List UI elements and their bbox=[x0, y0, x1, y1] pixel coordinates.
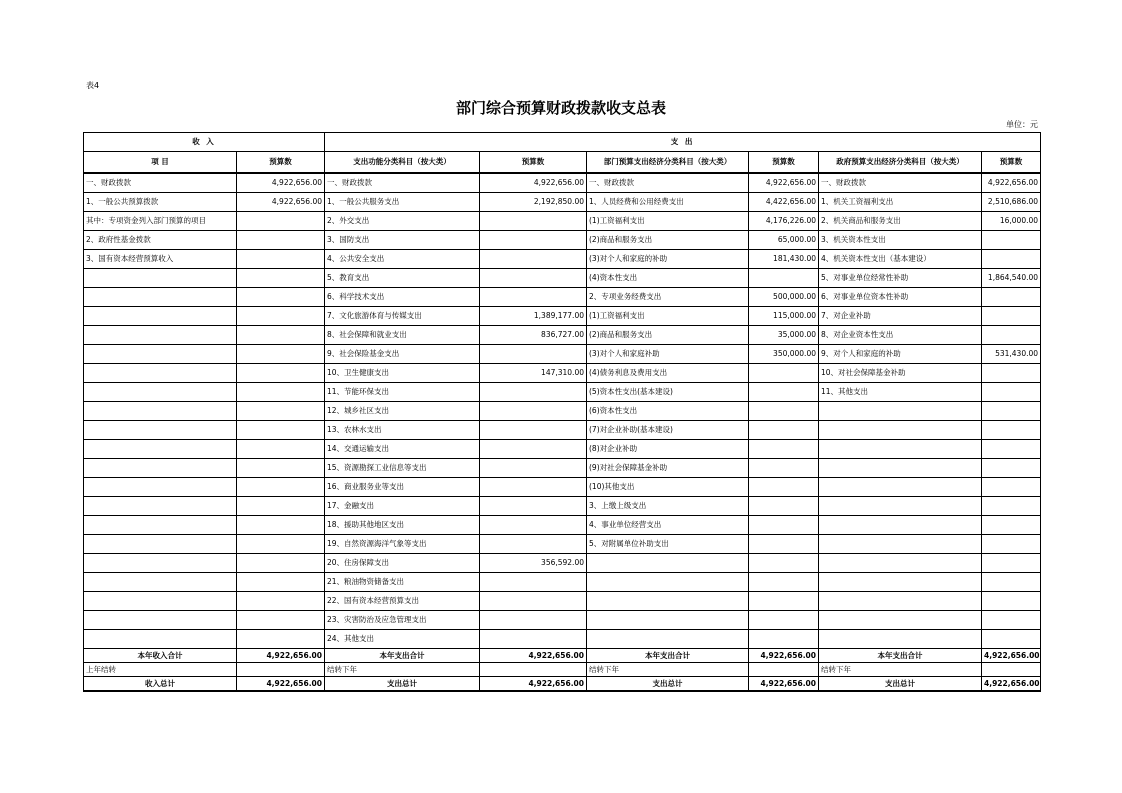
table-row bbox=[84, 677, 1041, 692]
table-cell bbox=[982, 307, 1041, 326]
table-cell: 4,922,656.00 bbox=[749, 173, 819, 193]
table-cell bbox=[982, 326, 1041, 345]
col-header-gov-economic: 政府预算支出经济分类科目（按大类） bbox=[819, 152, 982, 174]
table-cell bbox=[982, 459, 1041, 478]
table-cell bbox=[237, 478, 325, 497]
table-cell bbox=[587, 573, 749, 592]
table-cell bbox=[480, 516, 587, 535]
table-cell: 3、机关资本性支出 bbox=[819, 231, 982, 250]
table-row bbox=[84, 231, 1041, 250]
table-cell: 11、节能环保支出 bbox=[325, 383, 480, 402]
table-cell: (10)其他支出 bbox=[587, 478, 749, 497]
table-row bbox=[84, 573, 1041, 592]
table-cell bbox=[819, 402, 982, 421]
table-cell bbox=[749, 516, 819, 535]
table-cell: 8、对企业资本性支出 bbox=[819, 326, 982, 345]
table-code: 表4 bbox=[86, 81, 100, 90]
table-cell bbox=[480, 611, 587, 630]
table-cell bbox=[982, 478, 1041, 497]
table-row bbox=[84, 478, 1041, 497]
table-cell bbox=[480, 421, 587, 440]
table-cell bbox=[819, 535, 982, 554]
income-header: 收 入 bbox=[84, 133, 325, 152]
table-cell: 4,922,656.00 bbox=[237, 173, 325, 193]
table-cell bbox=[587, 611, 749, 630]
budget-table bbox=[83, 132, 1041, 692]
table-cell bbox=[749, 440, 819, 459]
table-row bbox=[84, 459, 1041, 478]
table-cell: 11、其他支出 bbox=[819, 383, 982, 402]
table-cell: 2、政府性基金拨款 bbox=[84, 231, 237, 250]
table-cell bbox=[84, 630, 237, 649]
table-cell: 836,727.00 bbox=[480, 326, 587, 345]
table-cell bbox=[480, 288, 587, 307]
table-cell: 4,176,226.00 bbox=[749, 212, 819, 231]
table-cell: 7、对企业补助 bbox=[819, 307, 982, 326]
table-cell bbox=[982, 421, 1041, 440]
table-cell bbox=[749, 573, 819, 592]
table-cell bbox=[749, 459, 819, 478]
col-header-budget: 预算数 bbox=[982, 152, 1041, 174]
table-cell: 4、机关资本性支出（基本建设） bbox=[819, 250, 982, 269]
table-cell bbox=[84, 326, 237, 345]
table-cell: 2、外交支出 bbox=[325, 212, 480, 231]
table-row bbox=[84, 269, 1041, 288]
table-cell bbox=[749, 269, 819, 288]
table-cell bbox=[84, 573, 237, 592]
table-cell bbox=[84, 402, 237, 421]
table-cell bbox=[587, 592, 749, 611]
table-cell: 2,510,686.00 bbox=[982, 193, 1041, 212]
table-cell: 500,000.00 bbox=[749, 288, 819, 307]
table-cell bbox=[84, 288, 237, 307]
table-cell bbox=[982, 250, 1041, 269]
table-cell: 10、卫生健康支出 bbox=[325, 364, 480, 383]
table-row bbox=[84, 554, 1041, 573]
table-cell: 一、财政拨款 bbox=[819, 173, 982, 193]
table-cell: 本年支出合计 bbox=[325, 649, 480, 663]
col-header-function: 支出功能分类科目（按大类） bbox=[325, 152, 480, 174]
table-cell: (3)对个人和家庭的补助 bbox=[587, 250, 749, 269]
table-cell: 5、教育支出 bbox=[325, 269, 480, 288]
table-cell: 其中：专项资金列入部门预算的项目 bbox=[84, 212, 237, 231]
table-row bbox=[84, 193, 1041, 212]
table-cell bbox=[237, 516, 325, 535]
table-cell: 17、金融支出 bbox=[325, 497, 480, 516]
table-cell bbox=[237, 630, 325, 649]
table-cell bbox=[84, 554, 237, 573]
table-cell bbox=[819, 630, 982, 649]
table-cell bbox=[749, 383, 819, 402]
table-cell bbox=[237, 250, 325, 269]
table-row bbox=[84, 383, 1041, 402]
table-cell bbox=[480, 663, 587, 677]
table-row bbox=[84, 307, 1041, 326]
table-cell: 356,592.00 bbox=[480, 554, 587, 573]
col-header-budget: 预算数 bbox=[237, 152, 325, 174]
table-cell bbox=[84, 307, 237, 326]
table-cell: 181,430.00 bbox=[749, 250, 819, 269]
table-cell bbox=[237, 364, 325, 383]
table-cell bbox=[982, 535, 1041, 554]
table-cell: 21、粮油物资储备支出 bbox=[325, 573, 480, 592]
table-cell: 本年收入合计 bbox=[84, 649, 237, 663]
table-cell bbox=[982, 440, 1041, 459]
table-row bbox=[84, 288, 1041, 307]
table-cell: 350,000.00 bbox=[749, 345, 819, 364]
table-cell bbox=[480, 345, 587, 364]
table-cell: 4,422,656.00 bbox=[749, 193, 819, 212]
table-cell: 一、财政拨款 bbox=[587, 173, 749, 193]
table-cell bbox=[480, 231, 587, 250]
table-cell bbox=[237, 497, 325, 516]
table-cell: 2、机关商品和服务支出 bbox=[819, 212, 982, 231]
table-cell: 19、自然资源海洋气象等支出 bbox=[325, 535, 480, 554]
table-cell bbox=[480, 535, 587, 554]
table-cell: 1、人员经费和公用经费支出 bbox=[587, 193, 749, 212]
table-cell bbox=[982, 288, 1041, 307]
table-cell bbox=[237, 288, 325, 307]
table-cell bbox=[982, 592, 1041, 611]
table-cell bbox=[819, 459, 982, 478]
table-cell: 上年结转 bbox=[84, 663, 237, 677]
table-cell bbox=[819, 554, 982, 573]
table-cell: 结转下年 bbox=[587, 663, 749, 677]
table-cell bbox=[237, 440, 325, 459]
table-cell: 支出总计 bbox=[587, 677, 749, 692]
table-cell: 147,310.00 bbox=[480, 364, 587, 383]
table-cell bbox=[84, 592, 237, 611]
table-cell: 8、社会保障和就业支出 bbox=[325, 326, 480, 345]
table-cell bbox=[237, 345, 325, 364]
table-cell bbox=[237, 554, 325, 573]
table-cell: 2,192,850.00 bbox=[480, 193, 587, 212]
table-cell: 65,000.00 bbox=[749, 231, 819, 250]
table-cell: 4、事业单位经营支出 bbox=[587, 516, 749, 535]
table-cell bbox=[982, 554, 1041, 573]
table-cell bbox=[480, 478, 587, 497]
table-row bbox=[84, 630, 1041, 649]
table-cell bbox=[480, 212, 587, 231]
table-cell bbox=[819, 573, 982, 592]
table-cell: 6、对事业单位资本性补助 bbox=[819, 288, 982, 307]
table-cell bbox=[819, 611, 982, 630]
table-cell bbox=[237, 573, 325, 592]
table-cell: (6)资本性支出 bbox=[587, 402, 749, 421]
table-cell bbox=[587, 630, 749, 649]
table-row bbox=[84, 592, 1041, 611]
table-cell bbox=[84, 421, 237, 440]
table-cell bbox=[480, 592, 587, 611]
table-cell bbox=[749, 630, 819, 649]
table-cell: (3)对个人和家庭补助 bbox=[587, 345, 749, 364]
table-cell bbox=[982, 402, 1041, 421]
table-row bbox=[84, 402, 1041, 421]
table-cell bbox=[237, 611, 325, 630]
table-cell: 3、国有资本经营预算收入 bbox=[84, 250, 237, 269]
table-cell: (8)对企业补助 bbox=[587, 440, 749, 459]
table-cell: 4,922,656.00 bbox=[480, 173, 587, 193]
table-cell: 1,864,540.00 bbox=[982, 269, 1041, 288]
table-cell bbox=[982, 630, 1041, 649]
table-row bbox=[84, 421, 1041, 440]
table-cell: 3、上缴上级支出 bbox=[587, 497, 749, 516]
table-cell: 一、财政拨款 bbox=[84, 173, 237, 193]
table-cell: 22、国有资本经营预算支出 bbox=[325, 592, 480, 611]
table-row bbox=[84, 345, 1041, 364]
table-cell: 3、国防支出 bbox=[325, 231, 480, 250]
table-cell bbox=[749, 421, 819, 440]
table-cell bbox=[982, 611, 1041, 630]
table-cell bbox=[819, 592, 982, 611]
expense-header: 支 出 bbox=[325, 133, 1041, 152]
table-cell bbox=[237, 326, 325, 345]
table-cell: 4,922,656.00 bbox=[237, 649, 325, 663]
table-cell: 4,922,656.00 bbox=[982, 677, 1041, 692]
table-cell: 1、机关工资福利支出 bbox=[819, 193, 982, 212]
table-cell: 18、援助其他地区支出 bbox=[325, 516, 480, 535]
table-cell bbox=[237, 269, 325, 288]
table-cell bbox=[749, 663, 819, 677]
table-cell bbox=[819, 478, 982, 497]
table-row bbox=[84, 516, 1041, 535]
table-cell: 15、资源勘探工业信息等支出 bbox=[325, 459, 480, 478]
table-cell: 一、财政拨款 bbox=[325, 173, 480, 193]
table-cell: 5、对附属单位补助支出 bbox=[587, 535, 749, 554]
table-row bbox=[84, 364, 1041, 383]
table-cell bbox=[982, 231, 1041, 250]
table-cell bbox=[84, 611, 237, 630]
table-cell: 12、城乡社区支出 bbox=[325, 402, 480, 421]
table-cell bbox=[749, 402, 819, 421]
table-cell bbox=[982, 383, 1041, 402]
table-cell: 4,922,656.00 bbox=[237, 677, 325, 692]
table-cell bbox=[84, 516, 237, 535]
table-cell bbox=[749, 554, 819, 573]
table-row bbox=[84, 649, 1041, 663]
table-cell: 1、一般公共服务支出 bbox=[325, 193, 480, 212]
table-cell bbox=[819, 516, 982, 535]
table-cell: 7、文化旅游体育与传媒支出 bbox=[325, 307, 480, 326]
table-cell: 收入总计 bbox=[84, 677, 237, 692]
table-row bbox=[84, 663, 1041, 677]
table-cell bbox=[84, 440, 237, 459]
table-cell bbox=[480, 440, 587, 459]
table-cell bbox=[480, 250, 587, 269]
table-cell: (4)资本性支出 bbox=[587, 269, 749, 288]
table-cell: 6、科学技术支出 bbox=[325, 288, 480, 307]
table-cell bbox=[480, 402, 587, 421]
table-cell: 支出总计 bbox=[819, 677, 982, 692]
table-cell: 4,922,656.00 bbox=[749, 677, 819, 692]
table-cell: 4,922,656.00 bbox=[982, 173, 1041, 193]
table-cell bbox=[237, 459, 325, 478]
table-row bbox=[84, 497, 1041, 516]
col-header-item: 项 目 bbox=[84, 152, 237, 174]
table-cell: 1、一般公共预算拨款 bbox=[84, 193, 237, 212]
table-cell bbox=[480, 269, 587, 288]
table-cell bbox=[237, 421, 325, 440]
table-cell bbox=[480, 383, 587, 402]
table-cell: (1)工资福利支出 bbox=[587, 307, 749, 326]
col-header-budget: 预算数 bbox=[749, 152, 819, 174]
table-cell bbox=[84, 497, 237, 516]
table-cell bbox=[982, 663, 1041, 677]
table-cell bbox=[749, 611, 819, 630]
table-cell bbox=[749, 592, 819, 611]
table-cell: 4,922,656.00 bbox=[480, 649, 587, 663]
table-cell bbox=[819, 421, 982, 440]
table-cell bbox=[84, 383, 237, 402]
table-cell: 4,922,656.00 bbox=[982, 649, 1041, 663]
table-cell: 16,000.00 bbox=[982, 212, 1041, 231]
table-cell bbox=[982, 516, 1041, 535]
table-row bbox=[84, 535, 1041, 554]
table-cell bbox=[480, 630, 587, 649]
table-cell: 16、商业服务业等支出 bbox=[325, 478, 480, 497]
table-cell bbox=[749, 364, 819, 383]
table-cell: 13、农林水支出 bbox=[325, 421, 480, 440]
table-cell: 23、灾害防治及应急管理支出 bbox=[325, 611, 480, 630]
table-cell: 115,000.00 bbox=[749, 307, 819, 326]
table-cell bbox=[237, 383, 325, 402]
table-cell bbox=[237, 212, 325, 231]
table-cell bbox=[982, 497, 1041, 516]
table-row bbox=[84, 212, 1041, 231]
table-cell bbox=[982, 364, 1041, 383]
table-cell bbox=[819, 497, 982, 516]
table-cell: (9)对社会保障基金补助 bbox=[587, 459, 749, 478]
table-cell: 本年支出合计 bbox=[819, 649, 982, 663]
unit-label: 单位：元 bbox=[1006, 120, 1038, 129]
col-header-budget: 预算数 bbox=[480, 152, 587, 174]
table-cell bbox=[84, 478, 237, 497]
table-cell: 1,389,177.00 bbox=[480, 307, 587, 326]
table-row bbox=[84, 250, 1041, 269]
table-cell bbox=[237, 663, 325, 677]
table-cell bbox=[237, 307, 325, 326]
table-cell bbox=[749, 535, 819, 554]
table-cell: 5、对事业单位经常性补助 bbox=[819, 269, 982, 288]
table-cell: (5)资本性支出(基本建设) bbox=[587, 383, 749, 402]
table-cell: 支出总计 bbox=[325, 677, 480, 692]
page-title: 部门综合预算财政拨款收支总表 bbox=[455, 99, 666, 117]
table-cell: 9、对个人和家庭的补助 bbox=[819, 345, 982, 364]
table-row bbox=[84, 173, 1041, 193]
table-cell: 本年支出合计 bbox=[587, 649, 749, 663]
table-cell: 10、对社会保障基金补助 bbox=[819, 364, 982, 383]
table-cell bbox=[84, 269, 237, 288]
table-cell: 14、交通运输支出 bbox=[325, 440, 480, 459]
table-cell: 531,430.00 bbox=[982, 345, 1041, 364]
table-cell: 4,922,656.00 bbox=[480, 677, 587, 692]
table-cell bbox=[819, 440, 982, 459]
table-cell: (4)债务利息及费用支出 bbox=[587, 364, 749, 383]
table-cell: 4,922,656.00 bbox=[237, 193, 325, 212]
table-cell bbox=[237, 592, 325, 611]
table-cell: 35,000.00 bbox=[749, 326, 819, 345]
table-cell bbox=[84, 345, 237, 364]
table-cell: 2、专项业务经费支出 bbox=[587, 288, 749, 307]
table-cell: 结转下年 bbox=[325, 663, 480, 677]
table-row bbox=[84, 440, 1041, 459]
table-cell: (2)商品和服务支出 bbox=[587, 231, 749, 250]
table-cell bbox=[982, 573, 1041, 592]
table-cell bbox=[749, 478, 819, 497]
table-cell bbox=[237, 402, 325, 421]
table-row bbox=[84, 611, 1041, 630]
table-cell: 20、住房保障支出 bbox=[325, 554, 480, 573]
table-cell: 4、公共安全支出 bbox=[325, 250, 480, 269]
table-cell bbox=[587, 554, 749, 573]
table-cell: 9、社会保险基金支出 bbox=[325, 345, 480, 364]
table-cell bbox=[749, 497, 819, 516]
table-cell: (7)对企业补助(基本建设) bbox=[587, 421, 749, 440]
table-cell: 24、其他支出 bbox=[325, 630, 480, 649]
table-cell bbox=[480, 573, 587, 592]
table-cell bbox=[84, 459, 237, 478]
table-cell bbox=[480, 459, 587, 478]
table-cell: 结转下年 bbox=[819, 663, 982, 677]
table-cell bbox=[84, 535, 237, 554]
table-cell bbox=[237, 231, 325, 250]
table-cell bbox=[84, 364, 237, 383]
table-cell: (1)工资福利支出 bbox=[587, 212, 749, 231]
table-cell bbox=[480, 497, 587, 516]
col-header-dept-economic: 部门预算支出经济分类科目（按大类） bbox=[587, 152, 749, 174]
table-row bbox=[84, 326, 1041, 345]
table-cell: 4,922,656.00 bbox=[749, 649, 819, 663]
table-cell: (2)商品和服务支出 bbox=[587, 326, 749, 345]
table-cell bbox=[237, 535, 325, 554]
